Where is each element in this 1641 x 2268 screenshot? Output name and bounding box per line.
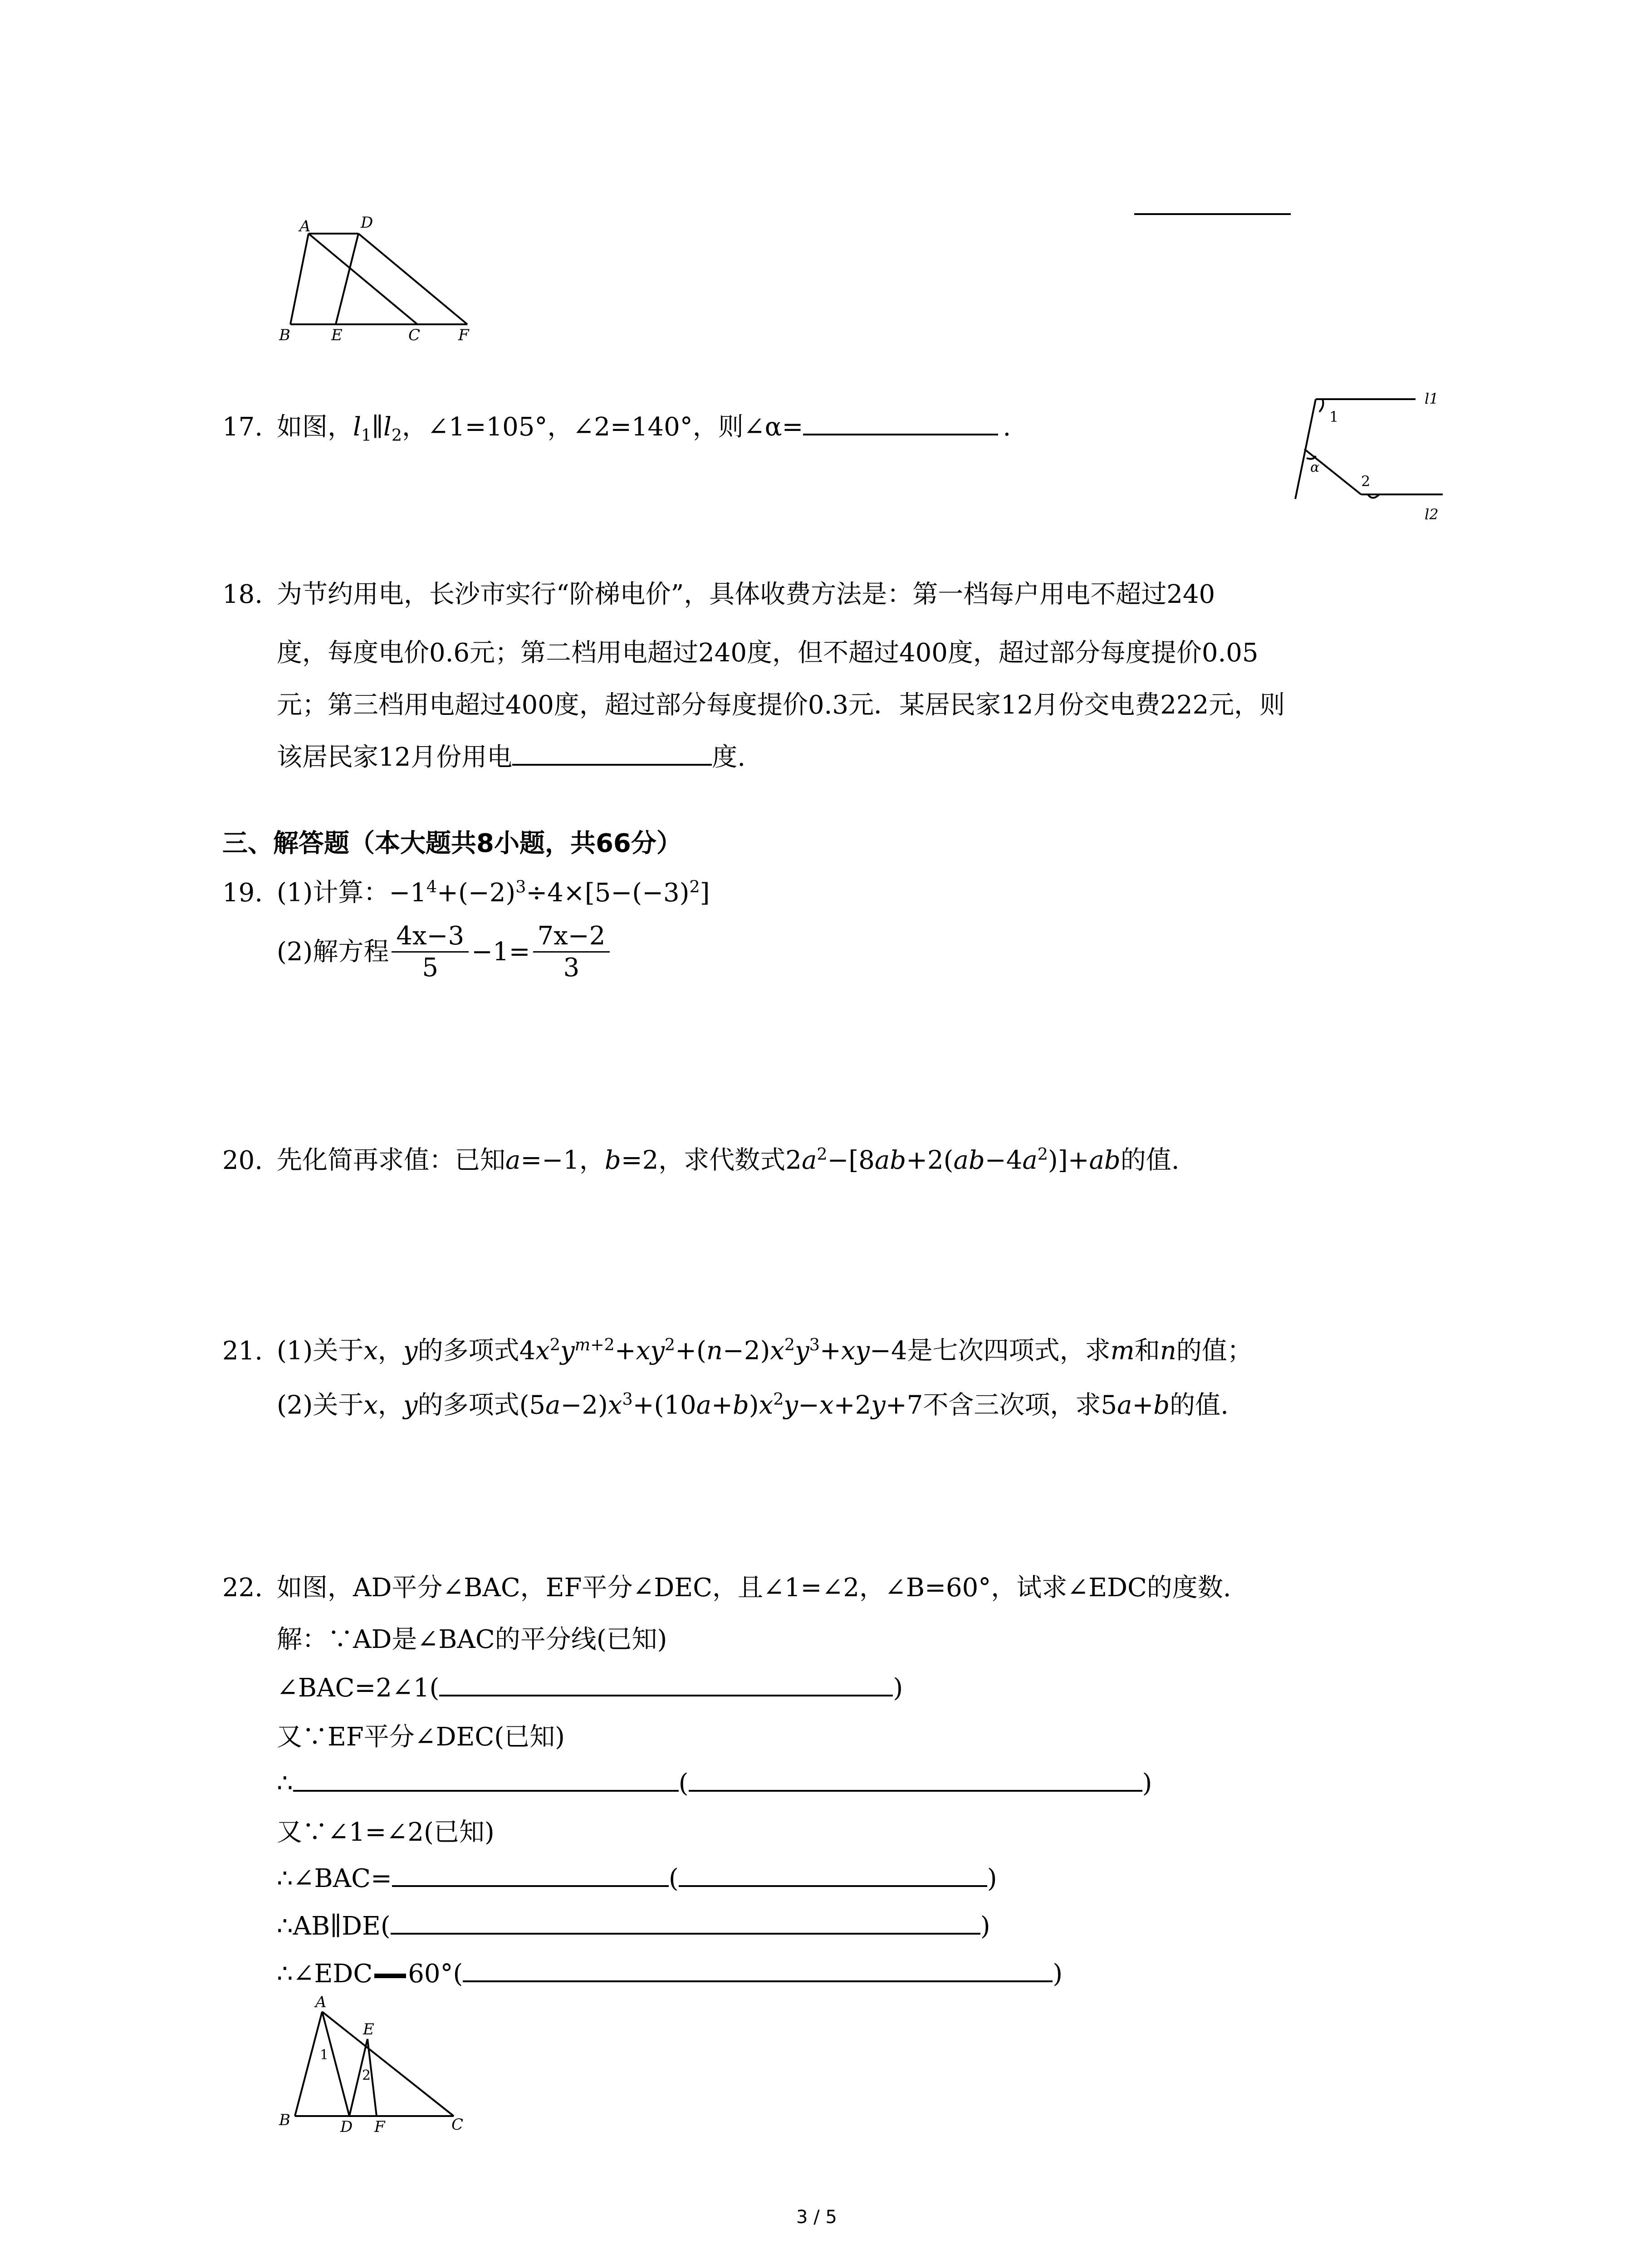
q22-step-1: 解：∵AD是∠BAC的平分线(已知) xyxy=(277,1625,667,1654)
q17-end: . xyxy=(1003,412,1011,442)
label-l1: l1 xyxy=(1425,390,1439,407)
answer-blank-16[interactable] xyxy=(1134,213,1291,215)
answer-blank[interactable] xyxy=(293,1765,679,1792)
label-alpha: α xyxy=(1310,459,1320,475)
page-number: 3 / 5 xyxy=(796,2207,837,2228)
q18-line-4: 该居民家12月份用电 度. xyxy=(277,737,745,773)
equals-sign xyxy=(374,1974,406,1978)
label-b: B xyxy=(279,2111,290,2129)
answer-blank[interactable] xyxy=(391,1907,980,1935)
question-number: 17. xyxy=(222,412,263,442)
label-e: E xyxy=(363,2020,374,2038)
q18-line-3: 元；第三档用电超过400度，超过部分每度提价0.3元．某居民家12月份交电费222元，则 xyxy=(277,690,1285,720)
label-a: A xyxy=(315,1994,327,2011)
question-number: 18. xyxy=(222,580,263,609)
question-number: 21. xyxy=(222,1336,263,1366)
question-number: 19. xyxy=(222,878,263,908)
figure-triangle-abc xyxy=(272,1994,481,2143)
q18-line-1: 为节约用电，长沙市实行“阶梯电价”，具体收费方法是：第一档每户用电不超过240 xyxy=(277,580,1215,609)
label-d: D xyxy=(361,214,373,232)
question-20: 20. 先化简再求值：已知a=−1，b=2，求代数式$2a^2-[8ab+2(ab-4a^2)]+ab$的值. xyxy=(222,1144,1180,1175)
label-a: A xyxy=(299,217,311,235)
question-22: 22. 如图，AD平分∠BAC，EF平分∠DEC，且∠1=∠2，∠B=60°，试求∠EDC的度数. xyxy=(222,1573,1231,1603)
figure-parallel-lines xyxy=(1279,381,1461,531)
question-19-part-1: 19. (1)计算：$-1^4+(-2)^3\div 4\times[5-(-3)^2]$ xyxy=(222,877,710,908)
question-18 xyxy=(222,581,1215,609)
question-19-part-2: (2)解方程 $\frac{4x-3}{5}$ −1= $\frac{7x-2}{3}$ xyxy=(277,921,612,983)
q22-step-5: 又∵∠1=∠2(已知) xyxy=(277,1818,495,1847)
figure-abcdef xyxy=(272,209,499,354)
label-d: D xyxy=(340,2118,353,2136)
label-c: C xyxy=(451,2116,464,2134)
label-1: 1 xyxy=(320,2047,329,2063)
answer-blank[interactable] xyxy=(689,1765,1142,1792)
label-e: E xyxy=(331,326,343,344)
q22-step-8: ∴∠EDC 60°( ) xyxy=(277,1955,1063,1989)
question-21-part-2: (2)关于x，y的多项式$(5a-2)x^3+(10a+b)x^2y-x+2y+7$不含三次项，求5a+b的值. xyxy=(277,1389,1229,1420)
label-1: 1 xyxy=(1329,408,1339,425)
question-21-part-1: 21. (1)关于x，y的多项式$4x^2y^{m+2}+xy^2+(n-2)x^2y^3+xy-4$是七次四项式，求m和n的值； xyxy=(222,1335,1253,1366)
label-c: C xyxy=(408,326,421,344)
question-17: 17. 如图，$l_1\parallel l_2$，∠1=105°，∠2=140°，则∠α= . xyxy=(222,408,1011,445)
answer-blank[interactable] xyxy=(463,1955,1053,1982)
answer-blank[interactable] xyxy=(439,1669,893,1696)
fraction-1: $\frac{4x-3}{5}$ xyxy=(392,921,469,983)
label-b: B xyxy=(279,326,290,344)
q22-step-7: ∴AB∥DE( ) xyxy=(277,1907,990,1941)
q22-step-4: ∴ ( ) xyxy=(277,1765,1152,1798)
question-number: 20. xyxy=(222,1145,263,1175)
label-f: F xyxy=(374,2118,385,2136)
label-2: 2 xyxy=(362,2068,371,2083)
q17-text-a: 如图， xyxy=(277,412,353,442)
label-l2: l2 xyxy=(1425,506,1439,523)
answer-blank[interactable] xyxy=(803,408,998,435)
label-2: 2 xyxy=(1361,473,1371,490)
answer-blank[interactable] xyxy=(512,738,712,766)
label-f: F xyxy=(458,326,469,344)
q22-step-3: 又∵EF平分∠DEC(已知) xyxy=(277,1722,565,1752)
q18-line-2: 度，每度电价0.6元；第二档用电超过240度，但不超过400度，超过部分每度提价0.05 xyxy=(277,638,1259,668)
q17-text-b: ，∠1=105°，∠2=140°，则∠α= xyxy=(402,412,803,442)
question-number: 22. xyxy=(222,1573,263,1603)
q22-step-6: ∴∠BAC= ( ) xyxy=(277,1860,997,1893)
answer-blank[interactable] xyxy=(392,1860,669,1887)
answer-blank[interactable] xyxy=(679,1860,987,1887)
q22-step-2: ∠BAC=2∠1( ) xyxy=(277,1669,903,1703)
expression: $-1^4+(-2)^3\div 4\times[5-(-3)^2]$ xyxy=(389,877,710,908)
section-heading: 三、解答题（本大题共8小题，共66分） xyxy=(222,829,682,858)
fraction-2: $\frac{7x-2}{3}$ xyxy=(533,921,610,983)
